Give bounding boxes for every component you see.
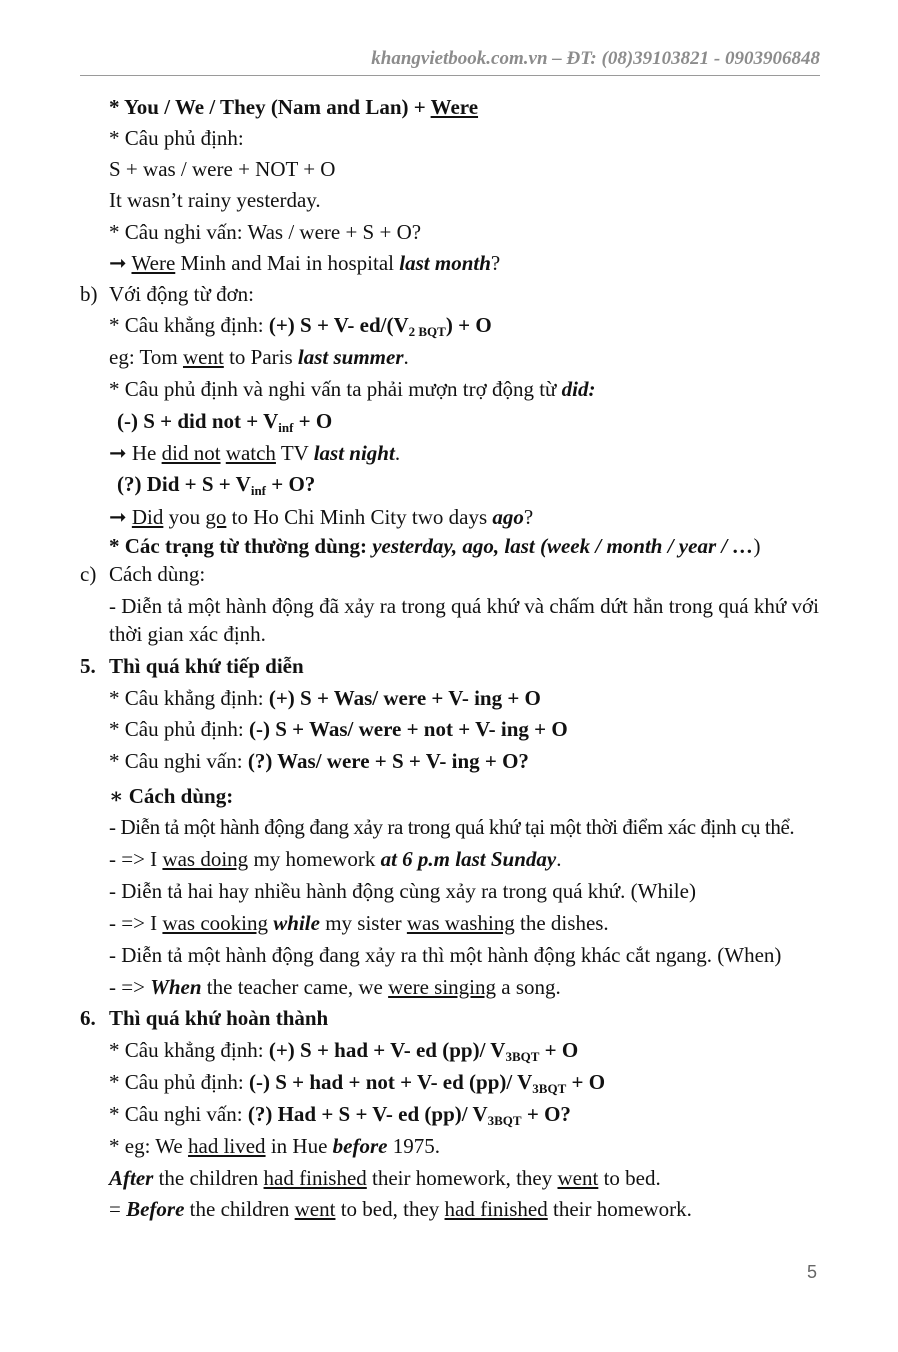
text-line: - Diễn tả một hành động đang xảy ra trong quá khứ tại một thời điểm xác định cụ thể. (109, 815, 795, 839)
section-number: 6. (80, 1006, 96, 1030)
paragraph: - Diễn tả một hành động đã xảy ra trong quá khứ và chấm dứt hẳn trong quá khứ với thời gian xác định. (109, 594, 819, 646)
text-line: After the children had finished their homework, they went to bed. (109, 1166, 661, 1190)
text-line: eg: Tom went to Paris last summer. (109, 345, 409, 369)
arrow-icon: ➞ (109, 251, 127, 275)
arrow-icon: ➞ (109, 441, 127, 465)
header-rule (80, 75, 820, 76)
text-line: - Diễn tả hai hay nhiều hành động cùng xảy ra trong quá khứ. (While) (109, 879, 696, 903)
item-label: b) (80, 282, 98, 306)
text-line: ➞ Did you go to Ho Chi Minh City two days ago? (109, 505, 534, 529)
text-line: It wasn’t rainy yesterday. (109, 188, 321, 212)
text-line: * Câu khẳng định: (+) S + had + V- ed (pp)/ $V_{3BQT} + O$ (109, 1038, 579, 1064)
formula-line: (?) Did + $S + V_{inf} + O$? (117, 472, 316, 498)
formula-line: (-) S + did not + $V_{inf} + O$ (117, 409, 333, 435)
text-line: * Câu khẳng định: (+) S + V- $ed/(V_{2 BQT}) + O$ (109, 313, 492, 339)
text-line: * Các trạng từ thường dùng: yesterday, ago, last (week / month / year / …) (109, 534, 761, 558)
text-line: - => I was cooking while my sister was washing the dishes. (109, 911, 609, 935)
text-line: ➞ Were Minh and Mai in hospital last month? (109, 251, 501, 275)
section-heading: Thì quá khứ hoàn thành (109, 1006, 329, 1030)
text-line: * eg: We had lived in Hue before 1975. (109, 1134, 440, 1158)
text-line: * Câu nghi vấn: (?) Had + S + V- ed (pp)/ $V_{3BQT} + O$? (109, 1102, 571, 1128)
section-heading: Thì quá khứ tiếp diễn (109, 654, 304, 678)
text-line: * Câu nghi vấn: Was / were + S + O? (109, 220, 422, 244)
arrow-icon: ➞ (109, 505, 127, 529)
text-line: - => When the teacher came, we were singing a song. (109, 975, 561, 999)
text-line: = Before the children went to bed, they had finished their homework. (109, 1197, 692, 1221)
text-line: ∗ Cách dùng: (109, 784, 234, 808)
page-number: 5 (806, 1262, 817, 1282)
text-line: * You / We / They (Nam and Lan) + Were (109, 95, 479, 119)
page-header: khangvietbook.com.vn – ĐT: (08)39103821 - 0903906848 (371, 48, 820, 69)
text-line: * Câu phủ định: (-) S + had + not + V- ed (pp)/ $V_{3BQT} + O$ (109, 1070, 606, 1096)
text-line: * Câu nghi vấn: (?) Was/ were + S + V- ing + O? (109, 749, 529, 773)
text-line: - => I was doing my homework at 6 p.m last Sunday. (109, 847, 562, 871)
text-line: Với động từ đơn: (109, 282, 255, 306)
text-line: S + was / were + NOT + O (109, 157, 336, 181)
text-line: - Diễn tả một hành động đang xảy ra thì một hành động khác cắt ngang. (When) (109, 943, 782, 967)
text-line: Cách dùng: (109, 562, 206, 586)
text-line: * Câu phủ định: (109, 126, 244, 150)
text-line: * Câu phủ định và nghi vấn ta phải mượn trợ động từ did: (109, 377, 596, 401)
item-label: c) (80, 562, 97, 586)
text-line: * Câu khẳng định: (+) S + Was/ were + V- ing + O (109, 686, 541, 710)
text-line: * Câu phủ định: (-) S + Was/ were + not + V- ing + O (109, 717, 568, 741)
section-number: 5. (80, 654, 96, 678)
text-line: ➞ He did not watch TV last night. (109, 441, 401, 465)
